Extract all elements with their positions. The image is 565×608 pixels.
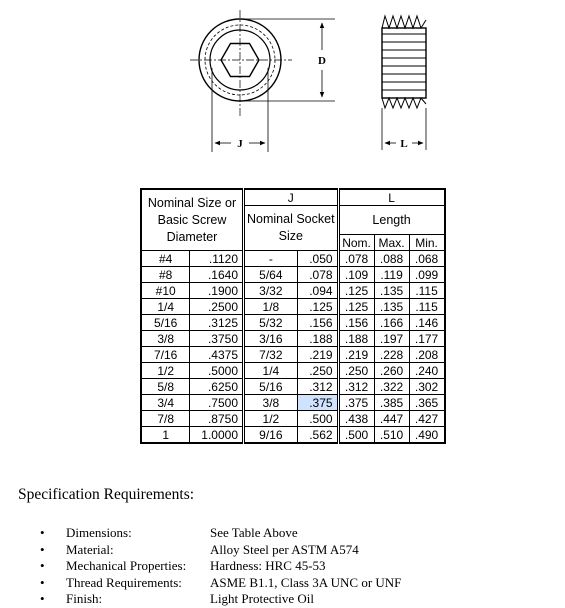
- bullet: •: [40, 525, 45, 540]
- cell-socket-fraction: 5/16: [244, 379, 298, 395]
- table-row: [141, 299, 445, 315]
- cell-length-min: .365: [409, 395, 445, 411]
- cell-socket-fraction: 3/16: [244, 331, 298, 347]
- header-line: Diameter: [166, 229, 218, 244]
- cell-socket-decimal: .188: [297, 331, 338, 347]
- cell-length-min: .068: [409, 251, 445, 267]
- cell-length-min: .115: [409, 299, 445, 315]
- cell-basic-size: 1/2: [141, 363, 190, 379]
- cell-socket-fraction: 1/8: [244, 299, 298, 315]
- cell-diameter: .6250: [190, 379, 244, 395]
- cell-length-max: .447: [374, 411, 409, 427]
- bullet: •: [40, 541, 45, 557]
- dimension-j-label: J: [237, 138, 243, 150]
- header-line: Size: [278, 229, 303, 243]
- cell-length-min: .146: [409, 315, 445, 331]
- cell-socket-fraction: 1/4: [244, 363, 298, 379]
- end-view: [190, 10, 292, 118]
- header-socket-size: [244, 206, 339, 251]
- dimension-d-label: D: [318, 55, 326, 67]
- cell-basic-size: #4: [141, 251, 190, 267]
- cell-socket-decimal: .094: [297, 283, 338, 299]
- header-min: Min.: [409, 235, 445, 251]
- header-line: Nominal Size or: [147, 195, 237, 210]
- dimensions-table: [140, 188, 446, 444]
- cell-diameter: .1640: [190, 267, 244, 283]
- cell-diameter: .3125: [190, 315, 244, 331]
- cell-socket-decimal: .219: [297, 347, 338, 363]
- cell-diameter: .1900: [190, 283, 244, 299]
- cell-length-nom: .312: [338, 379, 374, 395]
- cell-socket-fraction: 1/2: [244, 411, 298, 427]
- cell-socket-fraction: 5/64: [244, 267, 298, 283]
- table-row: [141, 347, 445, 363]
- cell-socket-fraction: 7/32: [244, 347, 298, 363]
- cell-basic-size: #10: [141, 283, 190, 299]
- cell-socket-decimal: .500: [297, 411, 338, 427]
- cell-socket-decimal: .250: [297, 363, 338, 379]
- cell-socket-decimal: .312: [297, 379, 338, 395]
- cell-socket-fraction: 3/32: [244, 283, 298, 299]
- cell-length-max: .385: [374, 395, 409, 411]
- table-row: [141, 267, 445, 283]
- spec-item: [40, 591, 440, 608]
- cell-basic-size: 5/8: [141, 379, 190, 395]
- table-row: [141, 283, 445, 299]
- table-row: [141, 395, 445, 411]
- cell-length-min: .115: [409, 283, 445, 299]
- cell-socket-decimal: .078: [297, 267, 338, 283]
- spec-item: [40, 575, 440, 592]
- cell-length-nom: .188: [338, 331, 374, 347]
- cell-socket-decimal: .125: [297, 299, 338, 315]
- spec-value: See Table Above: [210, 525, 298, 540]
- spec-label: Mechanical Properties:: [66, 558, 187, 573]
- spec-item: [40, 542, 440, 559]
- cell-basic-size: #8: [141, 267, 190, 283]
- cell-basic-size: 5/16: [141, 315, 190, 331]
- spec-label: Thread Requirements:: [66, 574, 182, 590]
- cell-socket-fraction: 9/16: [244, 427, 298, 444]
- spec-item: [40, 525, 440, 542]
- cell-basic-size: 1/4: [141, 299, 190, 315]
- cell-socket-decimal: .050: [297, 251, 338, 267]
- spec-list: [40, 525, 440, 608]
- table-row: [141, 251, 445, 267]
- cell-diameter: .5000: [190, 363, 244, 379]
- cell-length-max: .228: [374, 347, 409, 363]
- cell-length-max: .088: [374, 251, 409, 267]
- cell-length-max: .119: [374, 267, 409, 283]
- cell-length-min: .099: [409, 267, 445, 283]
- cell-length-nom: .500: [338, 427, 374, 444]
- header-nom: Nom.: [338, 235, 374, 251]
- cell-socket-decimal: .375: [297, 395, 338, 411]
- cell-diameter: .1120: [190, 251, 244, 267]
- cell-length-max: .322: [374, 379, 409, 395]
- cell-length-nom: .375: [338, 395, 374, 411]
- cell-length-min: .240: [409, 363, 445, 379]
- table-row: [141, 363, 445, 379]
- cell-length-nom: .125: [338, 299, 374, 315]
- cell-diameter: .2500: [190, 299, 244, 315]
- cell-length-nom: .156: [338, 315, 374, 331]
- cell-length-min: .208: [409, 347, 445, 363]
- table-row: [141, 379, 445, 395]
- side-view: [382, 16, 426, 108]
- cell-basic-size: 7/16: [141, 347, 190, 363]
- spec-item: [40, 558, 440, 575]
- cell-socket-decimal: .562: [297, 427, 338, 444]
- spec-value: Hardness: HRC 45-53: [210, 558, 326, 573]
- spec-value: ASME B1.1, Class 3A UNC or UNF: [210, 574, 402, 590]
- spec-value: Light Protective Oil: [210, 591, 314, 606]
- spec-label: Dimensions:: [66, 525, 132, 540]
- cell-length-min: .177: [409, 331, 445, 347]
- cell-length-min: .427: [409, 411, 445, 427]
- cell-length-max: .135: [374, 299, 409, 315]
- cell-length-min: .302: [409, 379, 445, 395]
- cell-length-nom: .219: [338, 347, 374, 363]
- spec-value: Alloy Steel per ASTM A574: [210, 541, 359, 557]
- cell-length-max: .166: [374, 315, 409, 331]
- cell-length-max: .197: [374, 331, 409, 347]
- cell-length-max: .260: [374, 363, 409, 379]
- bullet: •: [40, 591, 45, 606]
- cell-basic-size: 3/8: [141, 331, 190, 347]
- cell-diameter: .7500: [190, 395, 244, 411]
- cell-length-nom: .109: [338, 267, 374, 283]
- header-j: J: [244, 189, 339, 206]
- cell-diameter: .3750: [190, 331, 244, 347]
- table-row: [141, 427, 445, 444]
- cell-length-nom: .078: [338, 251, 374, 267]
- header-length: Length: [338, 206, 445, 235]
- cell-diameter: .8750: [190, 411, 244, 427]
- cell-length-max: .510: [374, 427, 409, 444]
- header-max: Max.: [374, 235, 409, 251]
- bullet: •: [40, 558, 45, 573]
- cell-length-nom: .438: [338, 411, 374, 427]
- set-screw-drawing: [0, 0, 565, 185]
- cell-socket-fraction: 5/32: [244, 315, 298, 331]
- cell-basic-size: 3/4: [141, 395, 190, 411]
- spec-label: Finish:: [66, 591, 103, 606]
- header-line: Nominal Socket: [247, 212, 335, 226]
- cell-length-nom: .125: [338, 283, 374, 299]
- cell-socket-fraction: 3/8: [244, 395, 298, 411]
- cell-diameter: .4375: [190, 347, 244, 363]
- cell-basic-size: 1: [141, 427, 190, 444]
- cell-diameter: 1.0000: [190, 427, 244, 444]
- cell-length-nom: .250: [338, 363, 374, 379]
- dimension-l-label: L: [400, 138, 408, 150]
- header-l: L: [338, 189, 445, 206]
- cell-length-min: .490: [409, 427, 445, 444]
- table-row: [141, 315, 445, 331]
- header-line: Basic Screw: [157, 212, 227, 227]
- header-nominal-size: [141, 189, 244, 251]
- spec-label: Material:: [66, 541, 114, 557]
- table-row: [141, 331, 445, 347]
- cell-basic-size: 7/8: [141, 411, 190, 427]
- spec-heading: Specification Requirements:: [18, 486, 195, 503]
- cell-length-max: .135: [374, 283, 409, 299]
- cell-socket-fraction: -: [244, 251, 298, 267]
- cell-socket-decimal: .156: [297, 315, 338, 331]
- bullet: •: [40, 574, 45, 590]
- table-row: [141, 411, 445, 427]
